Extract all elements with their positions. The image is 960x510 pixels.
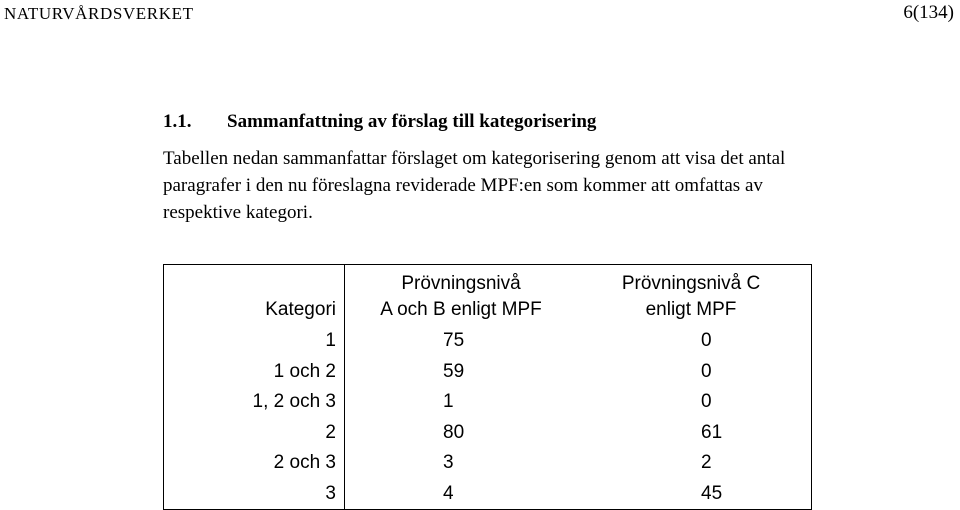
cell-category: 1, 2 och 3 <box>164 387 345 418</box>
header-level-c <box>571 265 812 327</box>
cell-level-c: 0 <box>701 360 712 382</box>
table-row <box>164 418 812 449</box>
organization-name: NATURVÅRDSVERKET <box>4 4 194 23</box>
cell-level-ab: 1 <box>443 391 454 413</box>
cell-level-c: 0 <box>701 330 712 352</box>
header-level-ab-line2: A och B enligt MPF <box>380 299 542 320</box>
cell-level-ab: 3 <box>443 452 454 474</box>
cell-level-c: 61 <box>701 421 723 443</box>
header-level-ab-line1: Prövningsnivå <box>401 273 521 294</box>
summary-paragraph <box>163 145 923 226</box>
header-level-c-line2: enligt MPF <box>645 299 737 320</box>
table-row <box>164 387 812 418</box>
cell-level-ab: 75 <box>443 330 465 352</box>
cell-category: 3 <box>164 479 345 510</box>
header-level-c-line1: Prövningsnivå C <box>621 273 761 294</box>
cell-level-c: 45 <box>701 482 723 504</box>
table-row <box>164 448 812 479</box>
table-row <box>164 357 812 388</box>
paragraph-line: respektive kategori. <box>163 202 313 223</box>
cell-level-ab: 59 <box>443 360 465 382</box>
section-title: Sammanfattning av förslag till kategorisering <box>227 111 597 132</box>
cell-category: 1 och 2 <box>164 357 345 388</box>
paragraph-line: paragrafer i den nu föreslagna reviderade MPF:en som kommer att omfattas av <box>163 175 763 196</box>
cell-level-ab: 4 <box>443 482 454 504</box>
cell-category: 2 och 3 <box>164 448 345 479</box>
cell-level-c: 2 <box>701 452 712 474</box>
header-category: Kategori <box>164 265 345 327</box>
page-number: 6(134) <box>903 2 954 23</box>
table-header-row <box>164 265 812 327</box>
categorization-summary-table <box>163 264 812 510</box>
cell-level-ab: 80 <box>443 421 465 443</box>
table-row <box>164 326 812 357</box>
table-row <box>164 479 812 510</box>
section-number: 1.1. <box>163 111 192 132</box>
section-heading <box>163 111 596 133</box>
cell-category: 1 <box>164 326 345 357</box>
header-level-ab <box>345 265 572 327</box>
cell-level-c: 0 <box>701 391 712 413</box>
paragraph-line: Tabellen nedan sammanfattar förslaget om kategorisering genom att visa det antal <box>163 148 786 169</box>
cell-category: 2 <box>164 418 345 449</box>
